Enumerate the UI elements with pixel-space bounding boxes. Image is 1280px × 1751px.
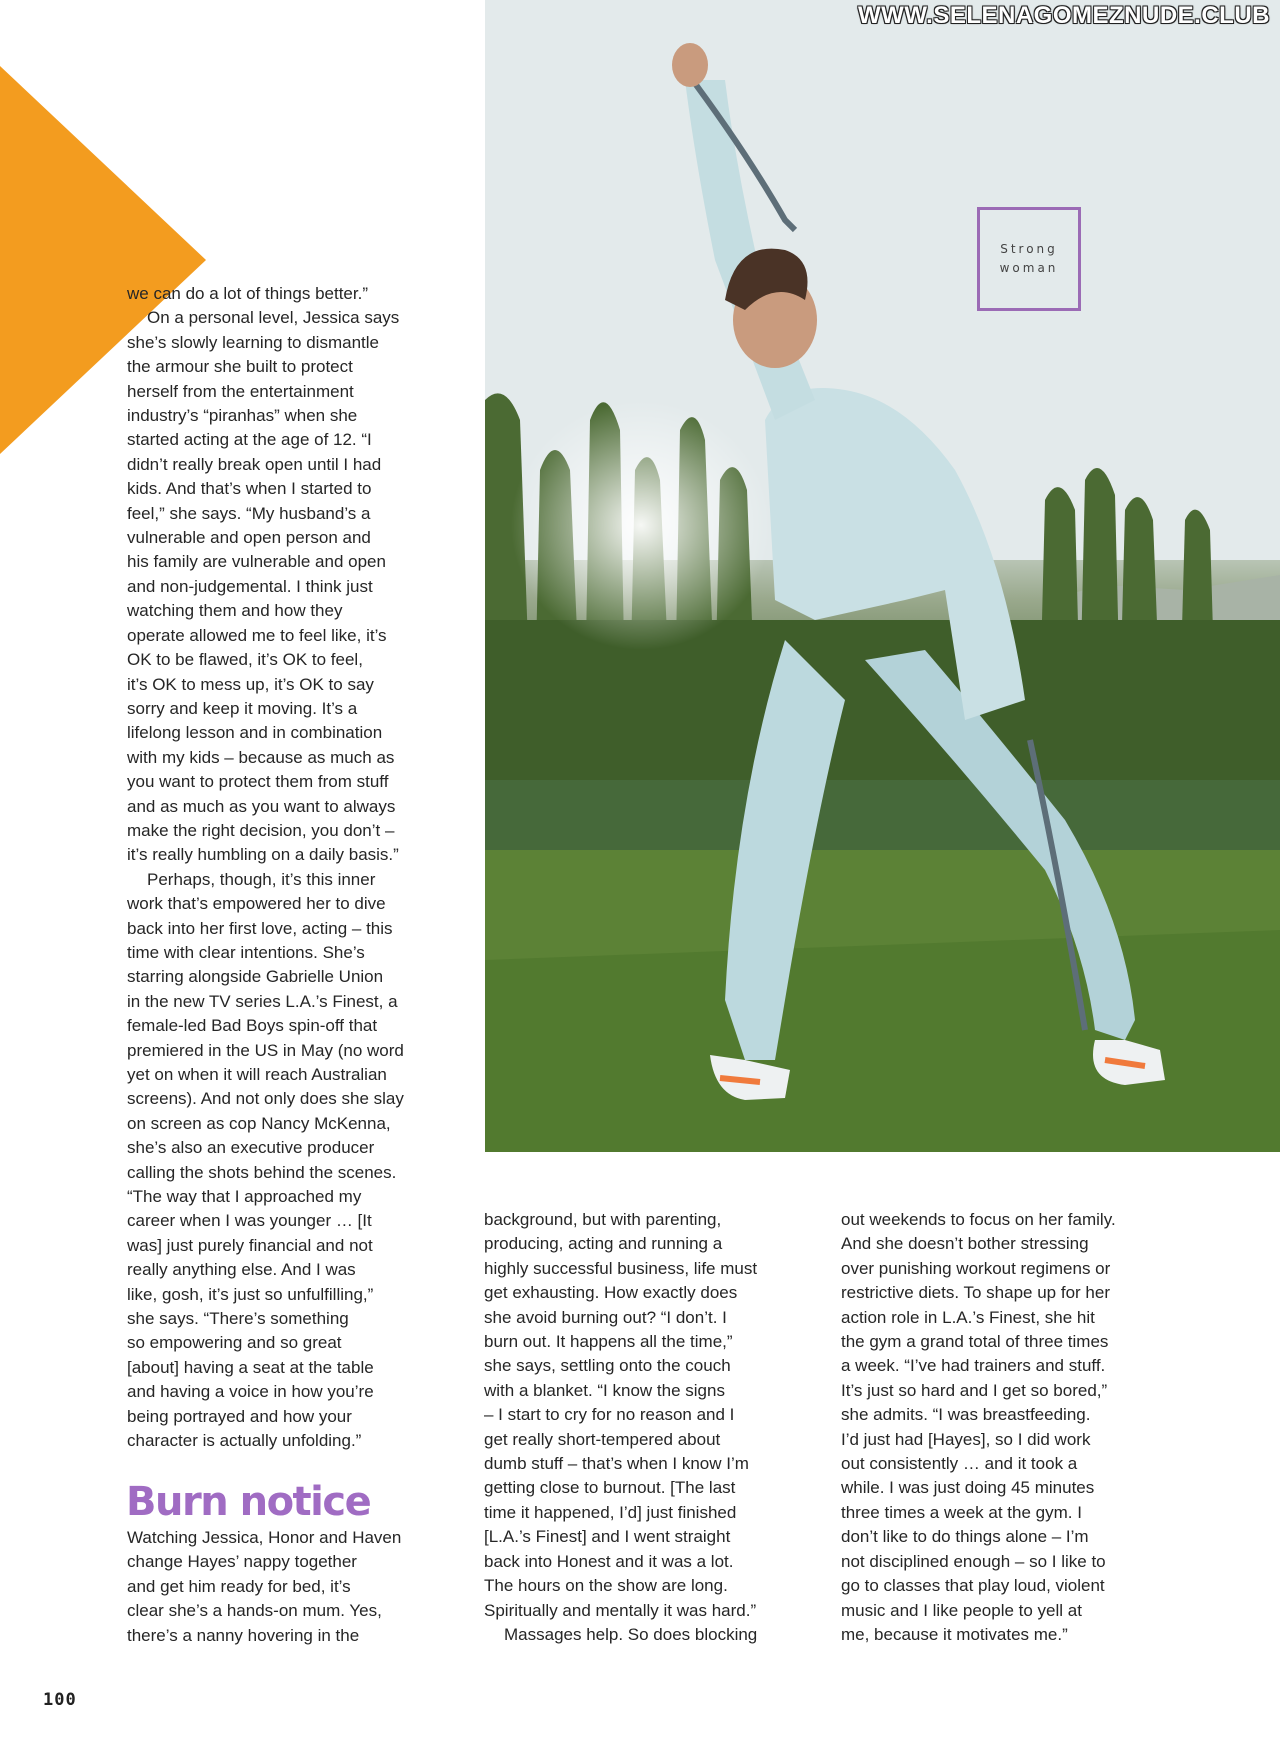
text-line: vulnerable and open person and [127, 528, 371, 548]
text-line: she says. “There’s something [127, 1309, 349, 1329]
body-column-1-after-heading [127, 1526, 447, 1648]
text-line: lifelong lesson and in combination [127, 723, 383, 743]
text-line: the gym a grand total of three times [841, 1332, 1109, 1352]
text-line: in the new TV series L.A.’s Finest, a [127, 991, 398, 1011]
text-line: out consistently … and it took a [841, 1454, 1078, 1474]
text-line: female-led Bad Boys spin-off that [127, 1016, 378, 1036]
text-line: career when I was younger … [It [127, 1211, 372, 1231]
text-line: work that’s empowered her to dive [127, 894, 386, 914]
text-line: starring alongside Gabrielle Union [127, 967, 384, 987]
text-line: while. I was just doing 45 minutes [841, 1478, 1095, 1498]
text-line: three times a week at the gym. I [841, 1502, 1082, 1522]
text-line: It’s just so hard and I get so bored,” [841, 1380, 1108, 1400]
text-line: go to classes that play loud, violent [841, 1576, 1105, 1596]
text-line: and as much as you want to always [127, 796, 396, 816]
text-line: get really short-tempered about [484, 1429, 721, 1449]
text-line: time with clear intentions. She’s [127, 942, 365, 962]
text-line: operate allowed me to feel like, it’s [127, 625, 387, 645]
text-line: screens). And not only does she slay [127, 1089, 404, 1109]
text-line: [L.A.’s Finest] and I went straight [484, 1527, 731, 1547]
text-line: industry’s “piranhas” when she [127, 406, 358, 426]
photo-caption-box [977, 207, 1081, 311]
text-line: – I start to cry for no reason and I [484, 1405, 735, 1425]
text-line: not disciplined enough – so I like to [841, 1551, 1106, 1571]
text-line: Perhaps, though, it’s this inner [147, 869, 376, 889]
text-line: she says, settling onto the couch [484, 1356, 731, 1376]
page-number: 100 [43, 1690, 77, 1710]
text-line: a week. “I’ve had trainers and stuff. [841, 1356, 1106, 1376]
text-line: sorry and keep it moving. It’s a [127, 698, 358, 718]
text-line: on screen as cop Nancy McKenna, [127, 1113, 391, 1133]
text-line: she admits. “I was breastfeeding. [841, 1405, 1091, 1425]
photo-illustration [485, 0, 1280, 1152]
text-line: over punishing workout regimens or [841, 1258, 1111, 1278]
text-line: she’s slowly learning to dismantle [127, 332, 379, 352]
text-line: yet on when it will reach Australian [127, 1065, 387, 1084]
text-line: make the right decision, you don’t – [127, 820, 395, 840]
text-line: it’s OK to mess up, it’s OK to say [127, 674, 374, 694]
feature-photo [485, 0, 1280, 1152]
text-line: I’d just had [Hayes], so I did work [841, 1429, 1091, 1449]
text-line: And she doesn’t bother stressing [841, 1234, 1089, 1254]
text-line: me, because it motivates me.” [841, 1624, 1068, 1644]
text-line: the armour she built to protect [127, 357, 353, 377]
text-line: and non-judgemental. I think just [127, 576, 373, 596]
text-line: “The way that I approached my [127, 1187, 362, 1207]
text-line: get exhausting. How exactly does [484, 1283, 738, 1303]
text-line: with my kids – because as much as [127, 747, 395, 767]
text-line: started acting at the age of 12. “I [127, 430, 372, 450]
text-line: calling the shots behind the scenes. [127, 1162, 397, 1182]
text-line: watching them and how they [127, 601, 343, 621]
text-line: dumb stuff – that’s when I know I’m [484, 1454, 749, 1474]
text-line: was] just purely financial and not [127, 1235, 373, 1255]
text-line: we can do a lot of things better.” [127, 284, 368, 303]
text-line: don’t like to do things alone – I’m [841, 1527, 1089, 1547]
text-line: burn out. It happens all the time,” [484, 1332, 733, 1352]
text-line: character is actually unfolding.” [127, 1431, 362, 1451]
body-column-3 [841, 1208, 1176, 1647]
text-line: action role in L.A.’s Finest, she hit [841, 1307, 1095, 1327]
text-line: really anything else. And I was [127, 1260, 356, 1280]
text-line: background, but with parenting, [484, 1210, 722, 1229]
text-line: time it happened, I’d] just finished [484, 1502, 737, 1522]
text-line: clear she’s a hands-on mum. Yes, [127, 1601, 382, 1621]
text-line: didn’t really break open until I had [127, 454, 382, 474]
text-line: she’s also an executive producer [127, 1138, 375, 1158]
text-line: highly successful business, life must [484, 1258, 758, 1278]
text-line: OK to be flawed, it’s OK to feel, [127, 650, 363, 670]
text-line: back into Honest and it was a lot. [484, 1551, 734, 1571]
text-line: back into her first love, acting – this [127, 918, 393, 938]
text-line: like, gosh, it’s just so unfulfilling,” [127, 1284, 374, 1304]
text-line: getting close to burnout. [The last [484, 1478, 736, 1498]
text-line: On a personal level, Jessica says [147, 308, 400, 328]
text-line: producing, acting and running a [484, 1234, 723, 1254]
text-line: so empowering and so great [127, 1333, 342, 1353]
text-line: kids. And that’s when I started to [127, 479, 372, 499]
text-line: [about] having a seat at the table [127, 1357, 374, 1377]
text-line: being portrayed and how your [127, 1406, 352, 1426]
text-line: music and I like people to yell at [841, 1600, 1082, 1620]
text-line: with a blanket. “I know the signs [484, 1380, 725, 1400]
watermark-text: WWW.SELENAGOMEZNUDE.CLUB [858, 2, 1270, 29]
text-line: there’s a nanny hovering in the [127, 1625, 360, 1645]
text-line: it’s really humbling on a daily basis.” [127, 845, 399, 865]
photo-caption: Strong woman [999, 242, 1059, 275]
body-column-1 [127, 282, 447, 1454]
text-line: and get him ready for bed, it’s [127, 1576, 351, 1596]
text-line: feel,” she says. “My husband’s a [127, 503, 371, 523]
text-line: change Hayes’ nappy together [127, 1552, 357, 1572]
text-line: Watching Jessica, Honor and Haven [127, 1528, 402, 1547]
section-heading: Burn notice [126, 1479, 371, 1525]
text-line: she avoid burning out? “I don’t. I [484, 1307, 727, 1327]
text-line: herself from the entertainment [127, 381, 354, 401]
text-line: Massages help. So does blocking [504, 1624, 758, 1644]
text-line: The hours on the show are long. [484, 1576, 728, 1596]
text-line: you want to protect them from stuff [127, 772, 389, 792]
text-line: Spiritually and mentally it was hard.” [484, 1600, 757, 1620]
text-line: his family are vulnerable and open [127, 552, 386, 572]
text-line: and having a voice in how you’re [127, 1382, 374, 1402]
body-column-2 [484, 1208, 819, 1647]
text-line: restrictive diets. To shape up for her [841, 1283, 1110, 1303]
text-line: premiered in the US in May (no word [127, 1040, 404, 1060]
text-line: out weekends to focus on her family. [841, 1210, 1116, 1229]
